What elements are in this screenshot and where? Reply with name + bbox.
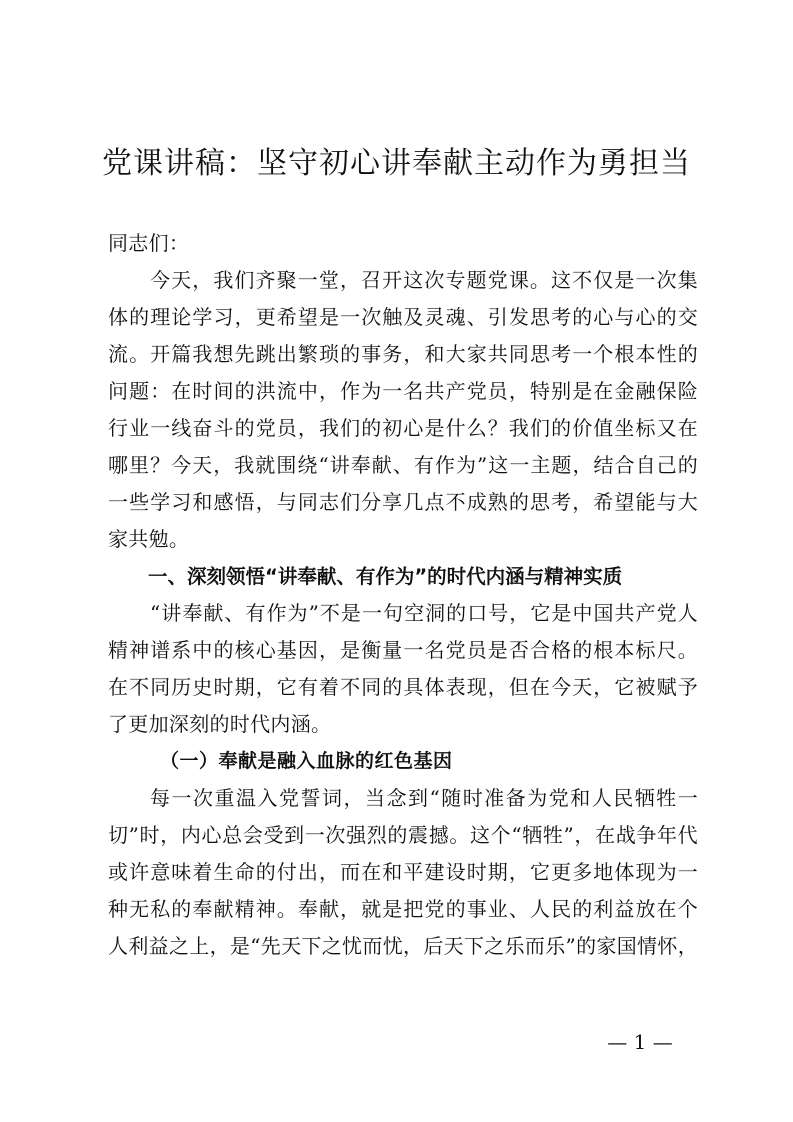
paragraph-line: 切”时，内心总会受到一次强烈的震撼。这个“牺牲”，在战争年代	[108, 823, 698, 847]
paragraph-line: 了更加深刻的时代内涵。	[108, 712, 332, 736]
page-number: — 1 —	[607, 1030, 673, 1054]
paragraph-line: 在不同历史时期，它有着不同的具体表现，但在今天，它被赋予	[108, 675, 698, 699]
paragraph-line: 今天，我们齐聚一堂，召开这次专题党课。这不仅是一次集	[150, 268, 698, 292]
paragraph-line: 家共勉。	[108, 527, 190, 551]
paragraph-line: 体的理论学习，更希望是一次触及灵魂、引发思考的心与心的交	[108, 305, 698, 329]
paragraph-line: 或许意味着生命的付出，而在和平建设时期，它更多地体现为一	[108, 860, 698, 884]
document-body	[108, 225, 698, 965]
paragraph-line: 流。开篇我想先跳出繁琐的事务，和大家共同思考一个根本性的	[108, 342, 698, 366]
subsection-heading: （一）奉献是融入血脉的红色基因	[160, 750, 453, 772]
section-heading: 一、深刻领悟“讲奉献、有作为”的时代内涵与精神实质	[148, 565, 623, 588]
paragraph-line: “讲奉献、有作为”不是一句空洞的口号，它是中国共产党人	[150, 601, 698, 625]
paragraph-line: 种无私的奉献精神。奉献，就是把党的事业、人民的利益放在个	[108, 897, 698, 921]
document-title: 党课讲稿：坚守初心讲奉献主动作为勇担当	[102, 146, 691, 181]
paragraph-line: 问题：在时间的洪流中，作为一名共产党员，特别是在金融保险	[108, 379, 698, 403]
paragraph-line: 每一次重温入党誓词，当念到“随时准备为党和人民牺牲一	[150, 786, 698, 810]
paragraph-line: 一些学习和感悟，与同志们分享几点不成熟的思考，希望能与大	[108, 490, 698, 514]
salutation: 同志们：	[108, 231, 190, 255]
paragraph-line: 行业一线奋斗的党员，我们的初心是什么？我们的价值坐标又在	[108, 416, 698, 440]
paragraph-line: 哪里？今天，我就围绕“讲奉献、有作为”这一主题，结合自己的	[108, 453, 698, 477]
paragraph-line: 精神谱系中的核心基因，是衡量一名党员是否合格的根本标尺。	[108, 638, 698, 662]
paragraph-line: 人利益之上，是“先天下之忧而忧，后天下之乐而乐”的家国情怀，	[108, 934, 698, 958]
